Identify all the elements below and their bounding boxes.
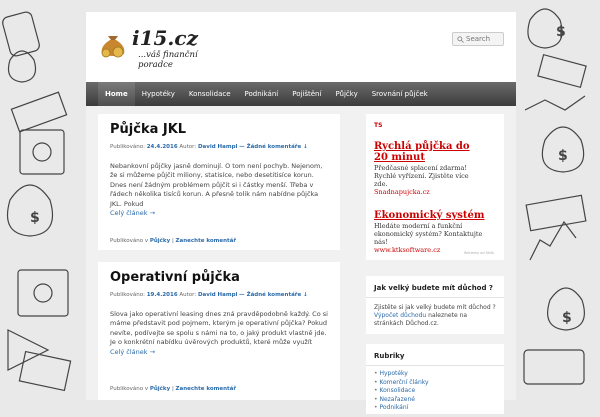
nav-item-konsolidace[interactable]: Konsolidace bbox=[188, 90, 231, 98]
foot-separator: | bbox=[171, 238, 174, 244]
page-container bbox=[86, 12, 516, 412]
ad-title-2[interactable]: Ekonomický systém bbox=[374, 210, 485, 221]
article-date[interactable]: 19.4.2016 bbox=[146, 292, 178, 298]
pension-text-2: naleznete na stránkách Důchod.cz. bbox=[374, 312, 468, 328]
article-author[interactable]: David Hampl bbox=[197, 144, 238, 150]
author-prefix: Autor: bbox=[179, 292, 197, 298]
main-nav bbox=[86, 82, 516, 106]
ad-block-1[interactable] bbox=[374, 122, 496, 196]
pension-text-1: Zjistěte si jak velký budete mít důchod ? bbox=[374, 304, 496, 311]
category-item[interactable]: • Konsolidace bbox=[374, 387, 496, 396]
pension-widget bbox=[366, 276, 504, 334]
comments-link[interactable]: — Žádné komentáře ↓ bbox=[239, 144, 308, 150]
nav-item-srovnani-pujcek[interactable]: Srovnání půjček bbox=[371, 90, 428, 98]
article-card bbox=[98, 262, 340, 400]
article-meta bbox=[110, 292, 308, 298]
svg-text:$: $ bbox=[558, 148, 568, 164]
svg-text:$: $ bbox=[556, 24, 566, 40]
ad-url-2[interactable]: www.ktksoftware.cz bbox=[374, 246, 441, 254]
article-excerpt bbox=[110, 310, 330, 357]
money-bag-icon bbox=[98, 28, 128, 58]
category-item[interactable]: • Komerční články bbox=[374, 379, 496, 388]
ad-block-2[interactable] bbox=[374, 210, 496, 254]
svg-text:$: $ bbox=[562, 310, 572, 326]
article-author[interactable]: David Hampl bbox=[197, 292, 238, 298]
ad-logo-icon: TS bbox=[374, 122, 383, 129]
pension-calc-link[interactable]: Výpočet důchodu bbox=[374, 312, 427, 320]
site-header bbox=[86, 12, 516, 82]
author-prefix: Autor: bbox=[179, 144, 197, 150]
leave-comment-link[interactable]: Zanechte komentář bbox=[175, 386, 237, 392]
category-list bbox=[366, 366, 504, 417]
nav-item-podnikani[interactable]: Podnikání bbox=[244, 90, 279, 98]
site-name: i15.cz bbox=[132, 26, 198, 50]
article-excerpt bbox=[110, 162, 330, 218]
svg-text:$: $ bbox=[30, 210, 40, 226]
category-item[interactable]: • Nezařazené bbox=[374, 396, 496, 405]
widget-body bbox=[366, 298, 504, 335]
read-more-link[interactable]: Celý článek → bbox=[110, 209, 156, 218]
ad-text-1: Předčasné splacení zdarma! Rychlé vyřízení. Zjistěte více zde. bbox=[374, 164, 469, 188]
site-tagline: ...váš finanční poradce bbox=[138, 50, 198, 70]
meta-prefix: Publikováno: bbox=[110, 144, 145, 150]
foot-prefix: Publikováno v bbox=[110, 238, 149, 244]
ad-title-1[interactable]: Rychlá půjčka do 20 minut bbox=[374, 141, 470, 163]
excerpt-text: Slova jako operativní leasing dnes zná pravděpodobně každý. Co si máme představit pod pojmem, kterým je operativní půjčka? Pokud nevíte, podívejte se spolu s námi na to, o jaký produkt vlastně jde. Je o konkrétní nabídku úvěrových produktů, které může využít bbox=[110, 310, 328, 347]
nav-item-pujcky[interactable]: Půjčky bbox=[335, 90, 358, 98]
read-more-link[interactable]: Celý článek → bbox=[110, 347, 156, 356]
ad-url-1[interactable]: Snadnapujcka.cz bbox=[374, 188, 430, 196]
article-card bbox=[98, 114, 340, 250]
nav-item-pojisteni[interactable]: Pojištění bbox=[292, 90, 322, 98]
ad-text-2: Hledáte moderní a funkční ekonomický systém? Kontaktujte nás! bbox=[374, 222, 483, 246]
category-link[interactable]: Půjčky bbox=[149, 238, 171, 244]
article-title[interactable]: Půjčka JKL bbox=[110, 122, 187, 137]
widget-title: Rubriky bbox=[366, 344, 504, 366]
search-box bbox=[452, 32, 504, 46]
category-link[interactable]: Půjčky bbox=[149, 386, 171, 392]
site-logo[interactable] bbox=[98, 26, 228, 72]
leave-comment-link[interactable]: Zanechte komentář bbox=[175, 238, 237, 244]
foot-prefix: Publikováno v bbox=[110, 386, 149, 392]
article-title[interactable]: Operativní půjčka bbox=[110, 270, 240, 285]
category-item[interactable]: • Hypotéky bbox=[374, 370, 496, 379]
category-item[interactable]: • Podnikání bbox=[374, 404, 496, 413]
categories-widget bbox=[366, 344, 504, 414]
article-date[interactable]: 24.4.2016 bbox=[146, 144, 178, 150]
nav-item-home[interactable]: Home bbox=[98, 82, 135, 106]
foot-separator: | bbox=[171, 386, 174, 392]
article-footer bbox=[110, 386, 236, 392]
article-meta bbox=[110, 144, 308, 150]
sidebar-ad bbox=[366, 114, 504, 260]
ad-footer[interactable]: Reklamy od Sklik bbox=[464, 251, 494, 255]
comments-link[interactable]: — Žádné komentáře ↓ bbox=[239, 292, 308, 298]
search-icon bbox=[457, 36, 464, 43]
article-footer bbox=[110, 238, 236, 244]
meta-prefix: Publikováno: bbox=[110, 292, 145, 298]
excerpt-text: Nebankovní půjčky jasně dominují. O tom není pochyb. Nejenom, že si můžeme půjčit miliony, statisíce, nebo desetitisíce korun. Dnes není žádným problémem půjčit si i částky menší. Třeba v řádech několika tisíců korun. A přesně tolik nám nabídne půjčka JKL. Pokud bbox=[110, 162, 323, 208]
search-input[interactable] bbox=[466, 33, 504, 45]
widget-title: Jak velký budete mít důchod ? bbox=[366, 276, 504, 298]
nav-item-hypoteky[interactable]: Hypotéky bbox=[141, 90, 175, 98]
